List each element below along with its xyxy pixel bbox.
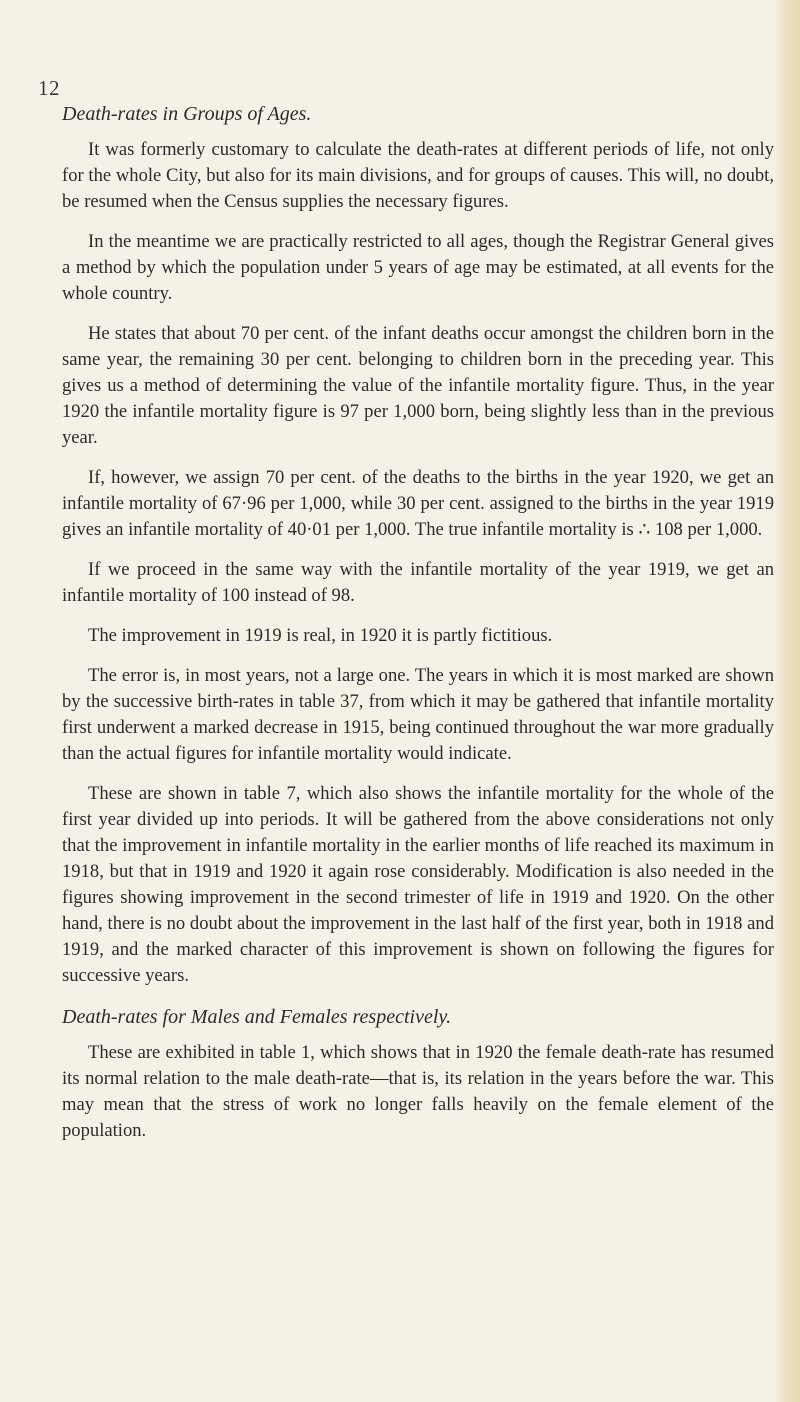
paragraph: These are exhibited in table 1, which shows that in 1920 the female death-rate has resumed its normal relation to the male death-rate—that is, its relation in the years before the war. This may mean that the stress of work no longer falls heavily on the female element of the population. xyxy=(62,1042,774,1141)
paragraph: He states that about 70 per cent. of the infant deaths occur amongst the children born in the same year, the remaining 30 per cent. belonging to children born in the preceding year. This gives us a method of determining the value of the infantile mortality figure. Thus, in the year 1920 the infantile mortality figure is 97 per 1,000 born, being slightly less than in the previous year. xyxy=(62,323,774,448)
paragraph: If, however, we assign 70 per cent. of the deaths to the births in the year 1920, we get an infantile mortality of 67·96 per 1,000, while 30 per cent. assigned to the births in the year 1919 gives an infantile mortality of 40·01 per 1,000. The true infantile mortality is ∴ 108 per 1,000. xyxy=(62,467,774,540)
page-number: 12 xyxy=(38,76,60,100)
paragraph: If we proceed in the same way with the infantile mortality of the year 1919, we get an infantile mortality of 100 instead of 98. xyxy=(62,559,774,606)
paragraph: The error is, in most years, not a large one. The years in which it is most marked are shown by the successive birth-rates in table 37, from which it may be gathered that infantile mortality first underwent a marked decrease in 1915, being continued throughout the war more gradually than the actual figures for infantile mortality would indicate. xyxy=(62,665,774,764)
section-heading-death-rates-groups: Death-rates in Groups of Ages. xyxy=(62,103,312,125)
paragraph: It was formerly customary to calculate the death-rates at different periods of life, not only for the whole City, but also for its main divisions, and for groups of causes. This will, no doubt, be resumed when the Census supplies the necessary figures. xyxy=(62,139,774,212)
paragraph: The improvement in 1919 is real, in 1920 it is partly fictitious. xyxy=(88,625,553,646)
paragraph: In the meantime we are practically restricted to all ages, though the Registrar General gives a method by which the population under 5 years of age may be estimated, at all events for the whole country. xyxy=(62,231,774,304)
paragraph: These are shown in table 7, which also shows the infantile mortality for the whole of the first year divided up into periods. It will be gathered from the above considerations not only that the improvement in infantile mortality in the earlier months of life reached its maximum in 1918, but that in 1919 and 1920 it again rose considerably. Modification is also needed in the figures showing improvement in the second trimester of life in 1919 and 1920. On the other hand, there is no doubt about the improvement in the last half of the first year, both in 1918 and 1919, and the marked character of this improvement is shown on following the figures for successive years. xyxy=(62,783,774,986)
page-edge-shadow xyxy=(774,0,800,1402)
section-heading-males-females: Death-rates for Males and Females respectively. xyxy=(62,1006,452,1028)
document-body xyxy=(62,100,774,1158)
